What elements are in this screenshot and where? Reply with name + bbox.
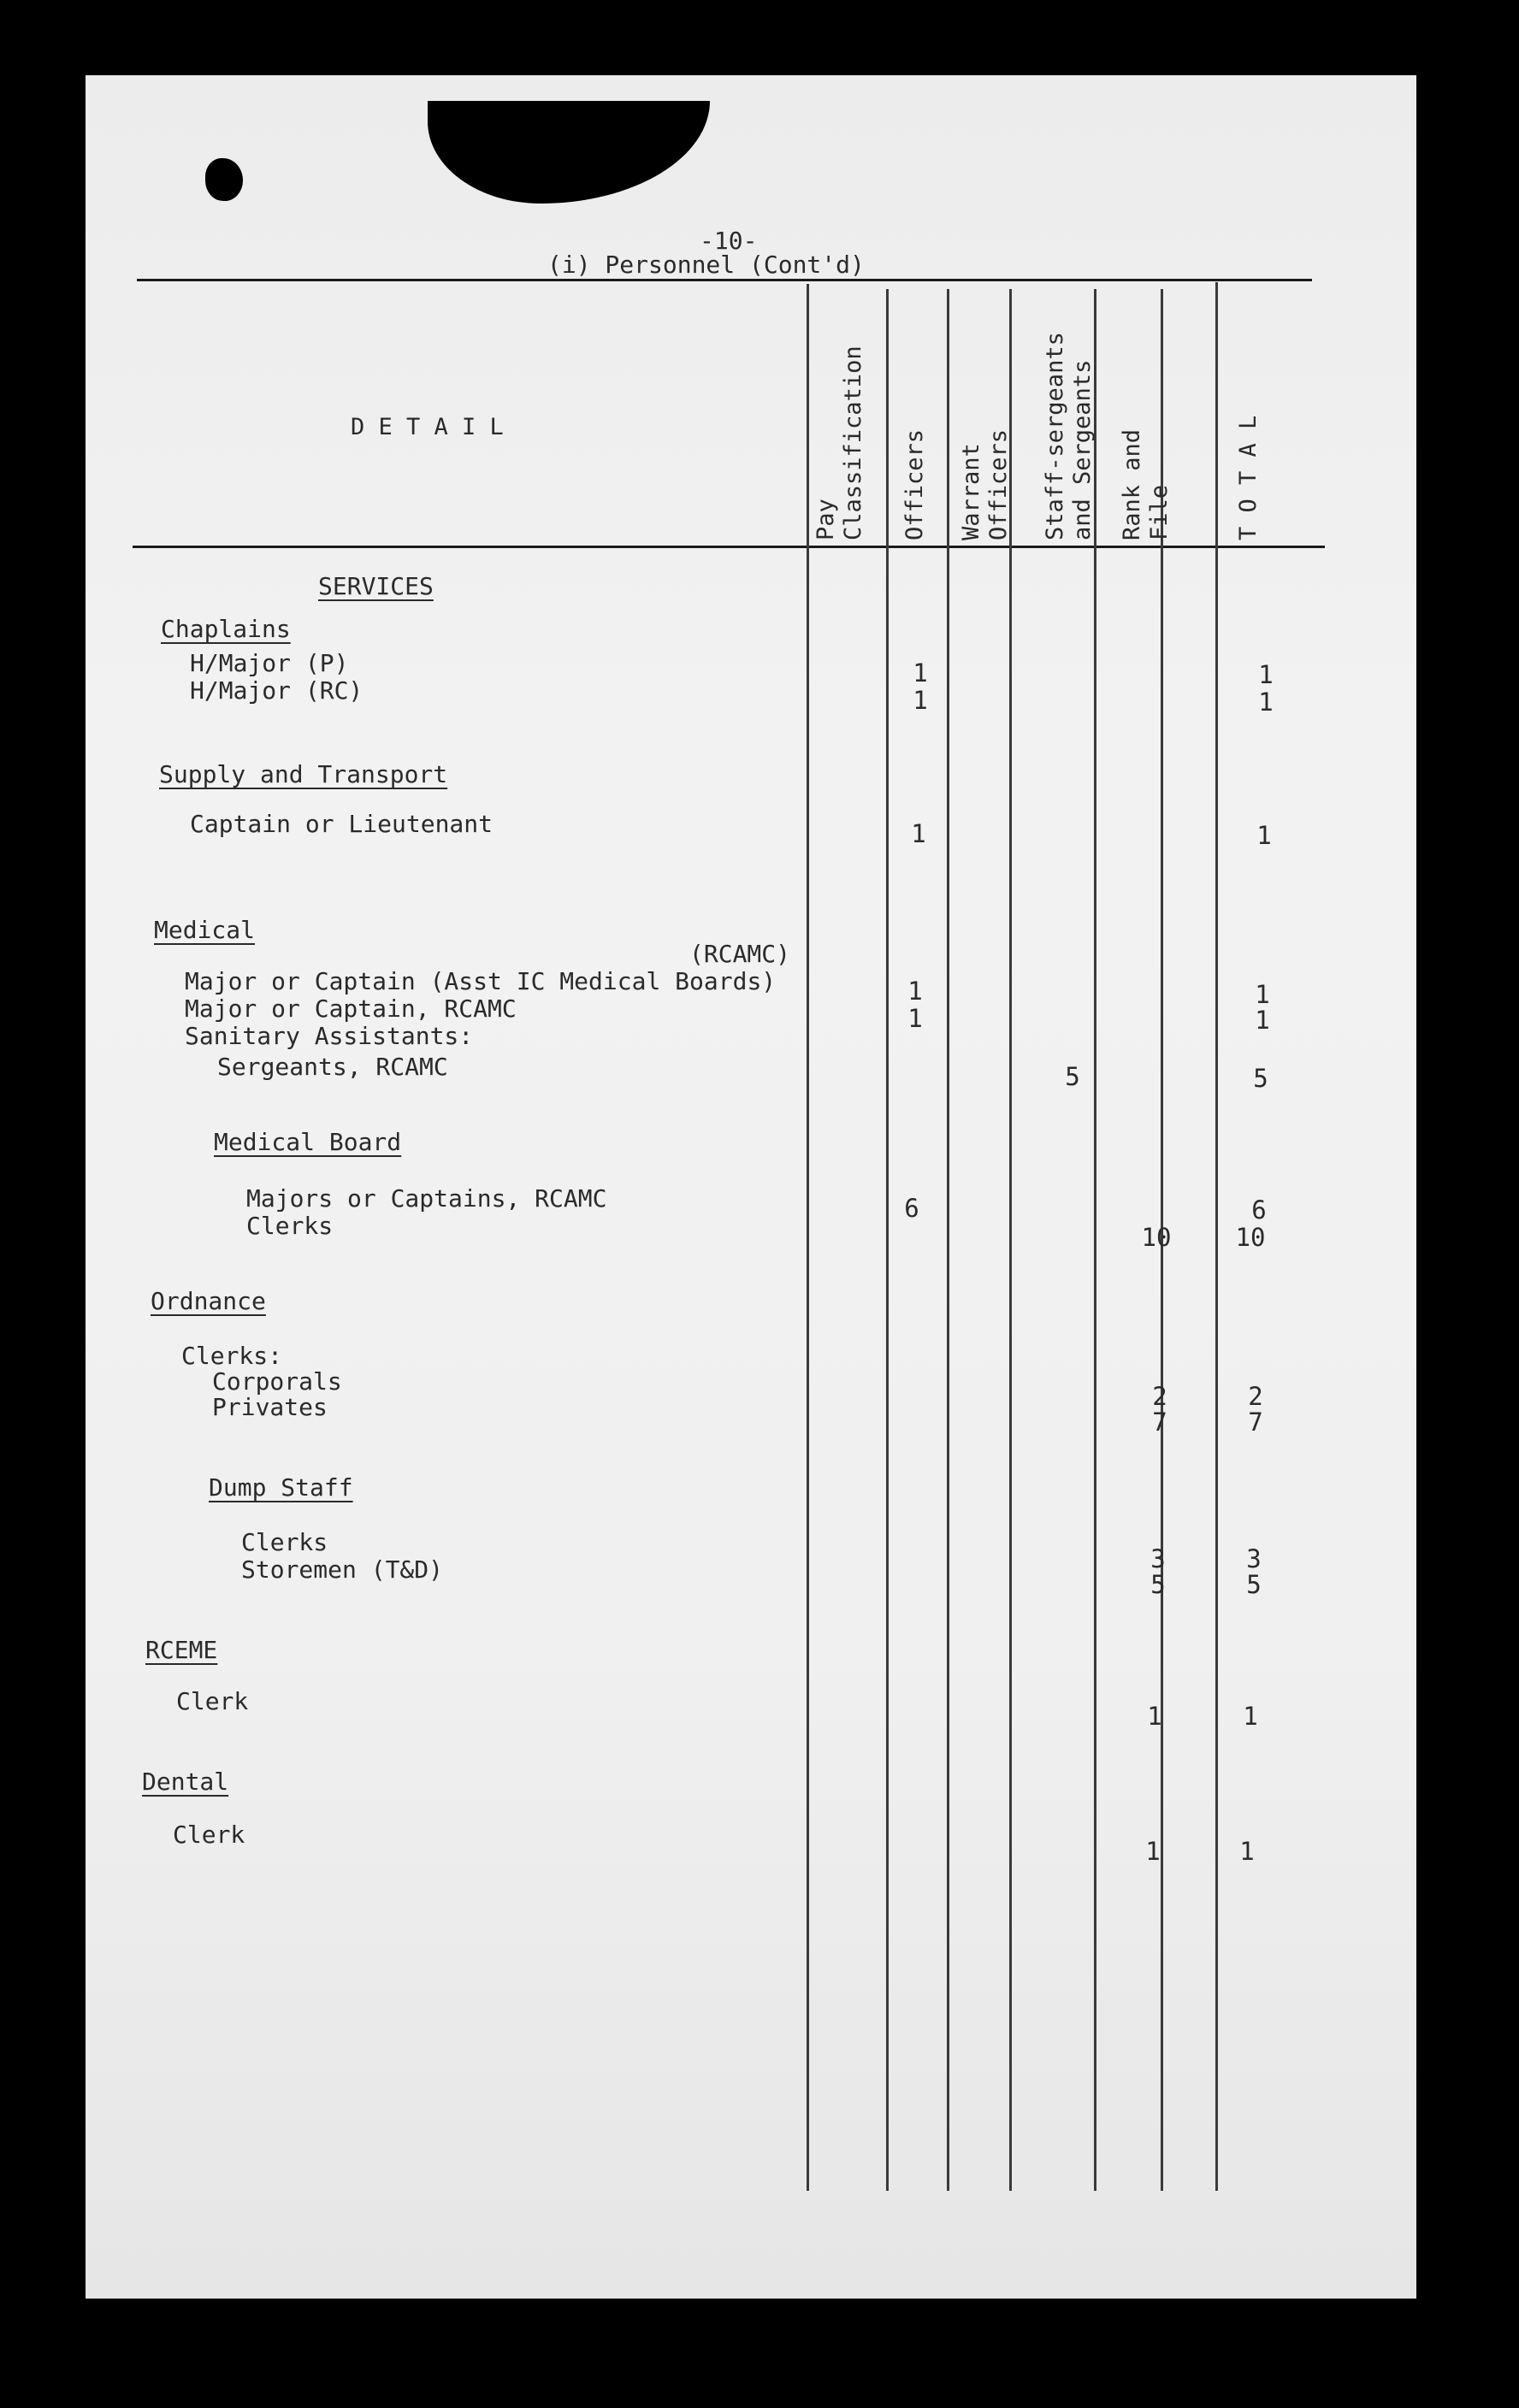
header-warrant-officers: Warrant Officers [958,428,1012,540]
row-label: H/Major (P) [190,649,349,677]
row-label: Clerks [241,1528,328,1556]
cell-rank-and-file: 5 [1150,1570,1166,1599]
cell-total: 1 [1243,1702,1258,1731]
heading-supply-transport: Supply and Transport [159,760,448,788]
column-divider [1009,289,1012,2191]
row-label: Clerks [246,1212,334,1240]
header-detail: D E T A I L [351,414,504,440]
heading-dental: Dental [142,1768,229,1796]
cell-rank-and-file: 7 [1152,1408,1167,1437]
cell-officers: 1 [913,658,928,688]
cell-total: 10 [1235,1223,1266,1252]
top-rule [137,279,1312,281]
cell-rank-and-file: 10 [1141,1223,1172,1252]
cell-total: 1 [1258,660,1274,689]
column-divider [886,289,889,2191]
cell-total: 2 [1248,1382,1263,1411]
cell-total: 3 [1246,1544,1262,1573]
cell-officers: 1 [907,977,923,1006]
cell-rank-and-file: 1 [1147,1702,1162,1731]
cell-officers: 1 [907,1004,923,1033]
column-divider [1094,289,1096,2191]
punch-hole [205,158,243,201]
row-label: Clerk [176,1687,249,1715]
heading-medical: Medical [154,916,256,944]
cell-total: 1 [1256,821,1272,850]
column-divider [807,284,809,2191]
row-label: Major or Captain (Asst IC Medical Boards) [185,967,777,995]
header-total: T O T A L [1235,415,1262,540]
row-label: Sergeants, RCAMC [217,1053,448,1081]
cell-staff-sergeants: 5 [1065,1062,1080,1091]
header-rank-and-file: Rank and File [1119,428,1173,540]
cell-total: 5 [1246,1570,1262,1599]
heading-dump-staff: Dump Staff [209,1473,353,1502]
cell-total: 5 [1253,1064,1268,1093]
section-title: (i) Personnel (Cont'd) [547,251,865,279]
row-label: Storemen (T&D) [241,1555,444,1584]
note-rcamc: (RCAMC) [689,940,791,968]
cell-total: 1 [1258,688,1274,717]
services-heading: SERVICES [318,572,434,600]
cell-total: 1 [1255,1006,1270,1035]
cell-rank-and-file: 3 [1150,1544,1166,1573]
row-label: Sanitary Assistants: [185,1022,474,1050]
row-label: Corporals [212,1367,342,1396]
cell-officers: 6 [904,1194,919,1223]
cell-total: 1 [1239,1837,1255,1866]
row-label: Captain or Lieutenant [190,810,494,838]
heading-rceme: RCEME [145,1636,218,1664]
cell-total: 6 [1251,1195,1267,1225]
row-label: Privates [212,1393,328,1421]
cell-rank-and-file: 2 [1152,1382,1167,1411]
cell-officers: 1 [911,819,926,848]
header-officers: Officers [901,428,928,540]
row-label: Majors or Captains, RCAMC [246,1184,607,1213]
cell-rank-and-file: 1 [1145,1837,1161,1866]
row-label: Clerks: [181,1342,283,1370]
heading-ordnance: Ordnance [151,1287,266,1315]
page-number: -10- [700,227,758,255]
heading-chaplains: Chaplains [161,615,291,643]
heading-medical-board: Medical Board [214,1128,402,1156]
header-pay-classification: Pay Classification [813,345,866,540]
column-divider [947,289,949,2191]
header-rule [133,546,1325,548]
cell-officers: 1 [913,686,928,715]
row-label: Major or Captain, RCAMC [185,994,517,1023]
column-divider [1215,282,1218,2191]
row-label: H/Major (RC) [190,676,363,705]
cell-total: 1 [1255,980,1270,1009]
cell-total: 7 [1248,1408,1263,1437]
row-label: Clerk [173,1821,245,1849]
header-staff-sergeants: Staff-sergeants and Sergeants [1042,332,1096,540]
